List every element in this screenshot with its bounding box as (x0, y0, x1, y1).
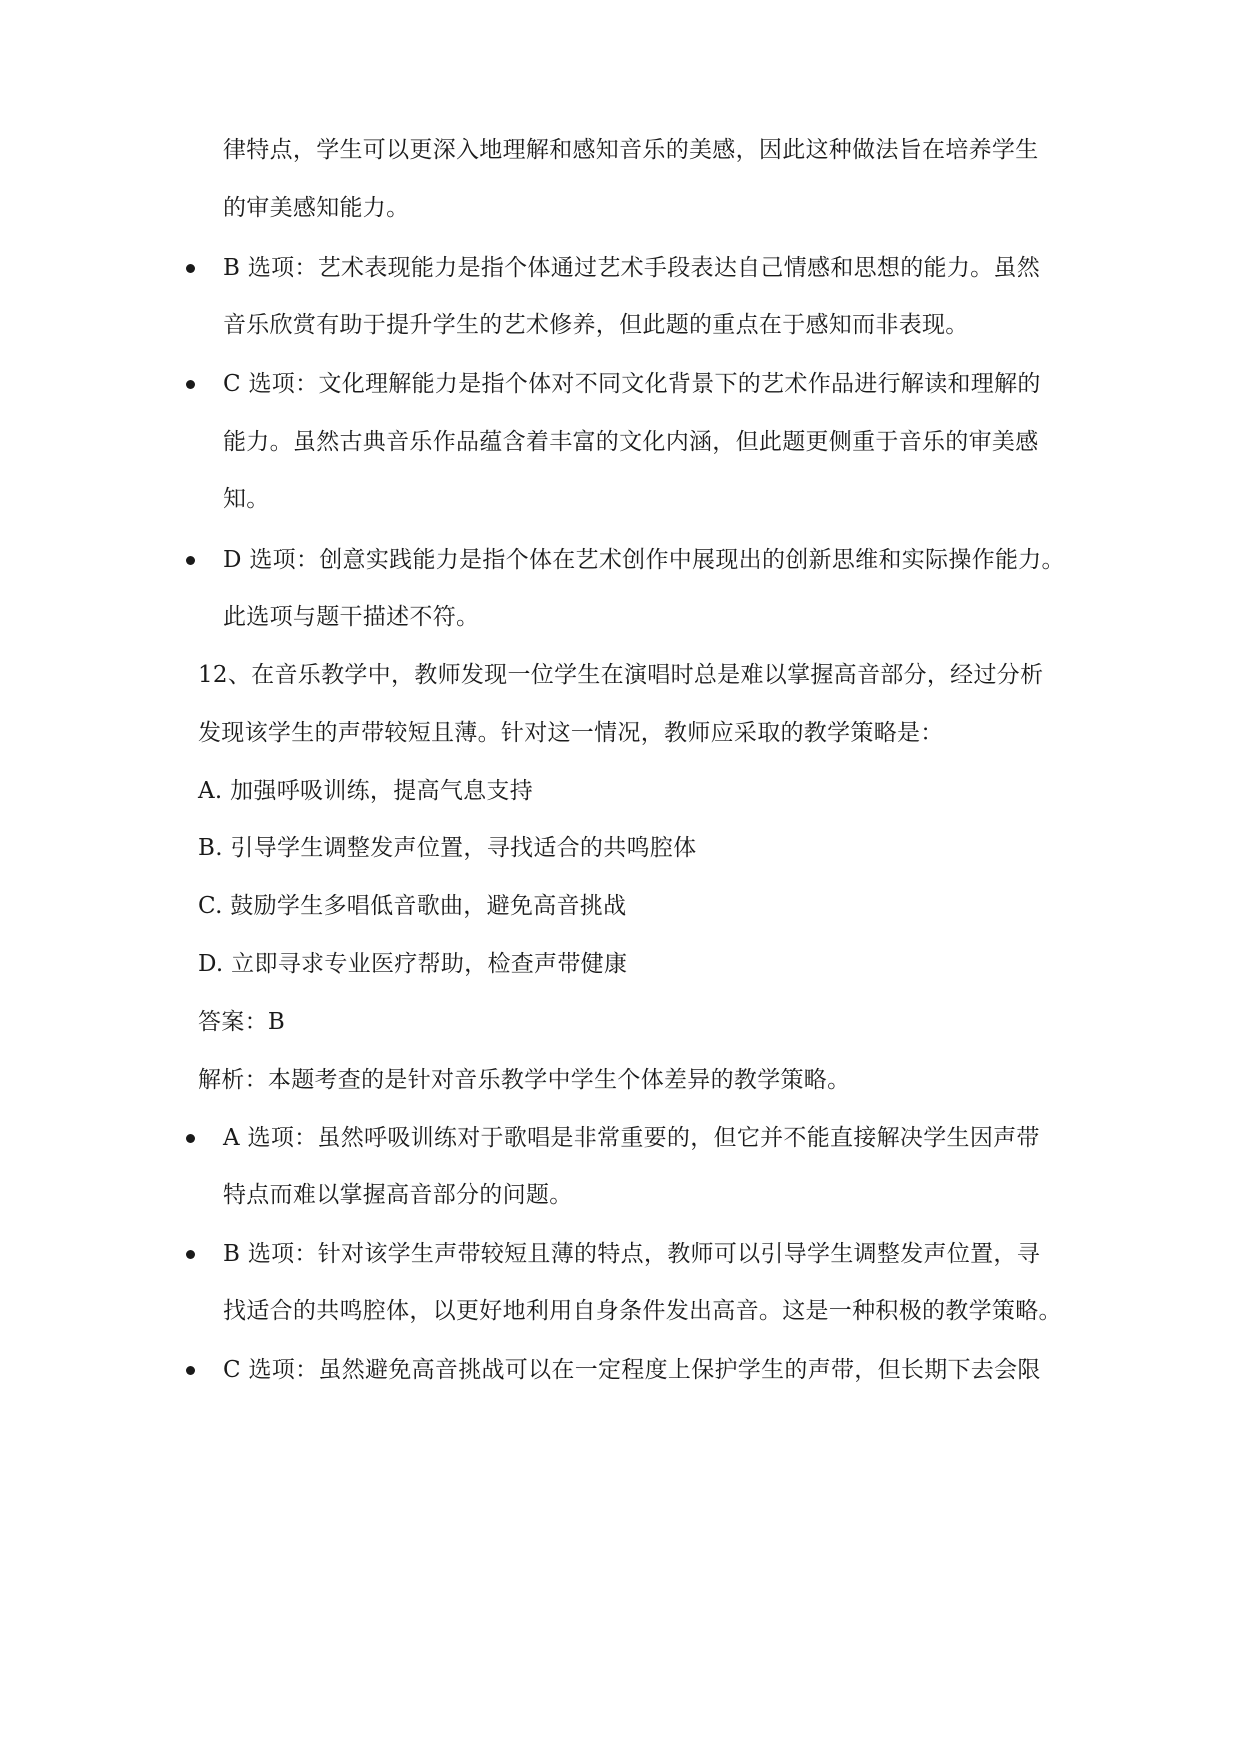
option-analysis-b-prev-cont: 音乐欣赏有助于提升学生的艺术修养，但此题的重点在于感知而非表现。 (223, 312, 969, 338)
analysis-intro: 解析：本题考查的是针对音乐教学中学生个体差异的教学策略。 (198, 1067, 851, 1093)
option-analysis-a-cont: 特点而难以掌握高音部分的问题。 (223, 1182, 573, 1208)
paragraph-line: 的审美感知能力。 (223, 195, 410, 221)
option-analysis-d-prev: D 选项：创意实践能力是指个体在艺术创作中展现出的创新思维和实际操作能力。 (223, 547, 1065, 573)
option-analysis-b-prev: B 选项：艺术表现能力是指个体通过艺术手段表达自己情感和思想的能力。虽然 (223, 255, 1041, 281)
bullet-dot (186, 556, 195, 565)
question-stem: 12、在音乐教学中，教师发现一位学生在演唱时总是难以掌握高音部分，经过分析 (198, 662, 1044, 688)
option-analysis-b-cont: 找适合的共鸣腔体，以更好地利用自身条件发出高音。这是一种积极的教学策略。 (223, 1298, 1062, 1324)
bullet-dot (186, 264, 195, 273)
question-stem-cont: 发现该学生的声带较短且薄。针对这一情况，教师应采取的教学策略是： (198, 720, 944, 746)
option-analysis-a: A 选项：虽然呼吸训练对于歌唱是非常重要的，但它并不能直接解决学生因声带 (223, 1125, 1040, 1151)
bullet-dot (186, 1366, 195, 1375)
option-analysis-c: C 选项：虽然避免高音挑战可以在一定程度上保护学生的声带，但长期下去会限 (223, 1357, 1041, 1383)
option-d: D. 立即寻求专业医疗帮助，检查声带健康 (198, 951, 628, 977)
option-analysis-b: B 选项：针对该学生声带较短且薄的特点，教师可以引导学生调整发声位置，寻 (223, 1241, 1041, 1267)
option-analysis-c-prev-cont: 能力。虽然古典音乐作品蕴含着丰富的文化内涵，但此题更侧重于音乐的审美感 (223, 429, 1039, 455)
answer: 答案：B (198, 1009, 286, 1035)
option-analysis-d-prev-cont: 此选项与题干描述不符。 (223, 604, 480, 630)
option-analysis-c-prev-cont: 知。 (223, 486, 270, 512)
paragraph-line: 律特点，学生可以更深入地理解和感知音乐的美感，因此这种做法旨在培养学生 (223, 137, 1039, 163)
option-b: B. 引导学生调整发声位置，寻找适合的共鸣腔体 (198, 835, 697, 861)
option-a: A. 加强呼吸训练，提高气息支持 (198, 778, 534, 804)
option-c: C. 鼓励学生多唱低音歌曲，避免高音挑战 (198, 893, 627, 919)
option-analysis-c-prev: C 选项：文化理解能力是指个体对不同文化背景下的艺术作品进行解读和理解的 (223, 371, 1041, 397)
bullet-dot (186, 380, 195, 389)
bullet-dot (186, 1134, 195, 1143)
bullet-dot (186, 1250, 195, 1259)
